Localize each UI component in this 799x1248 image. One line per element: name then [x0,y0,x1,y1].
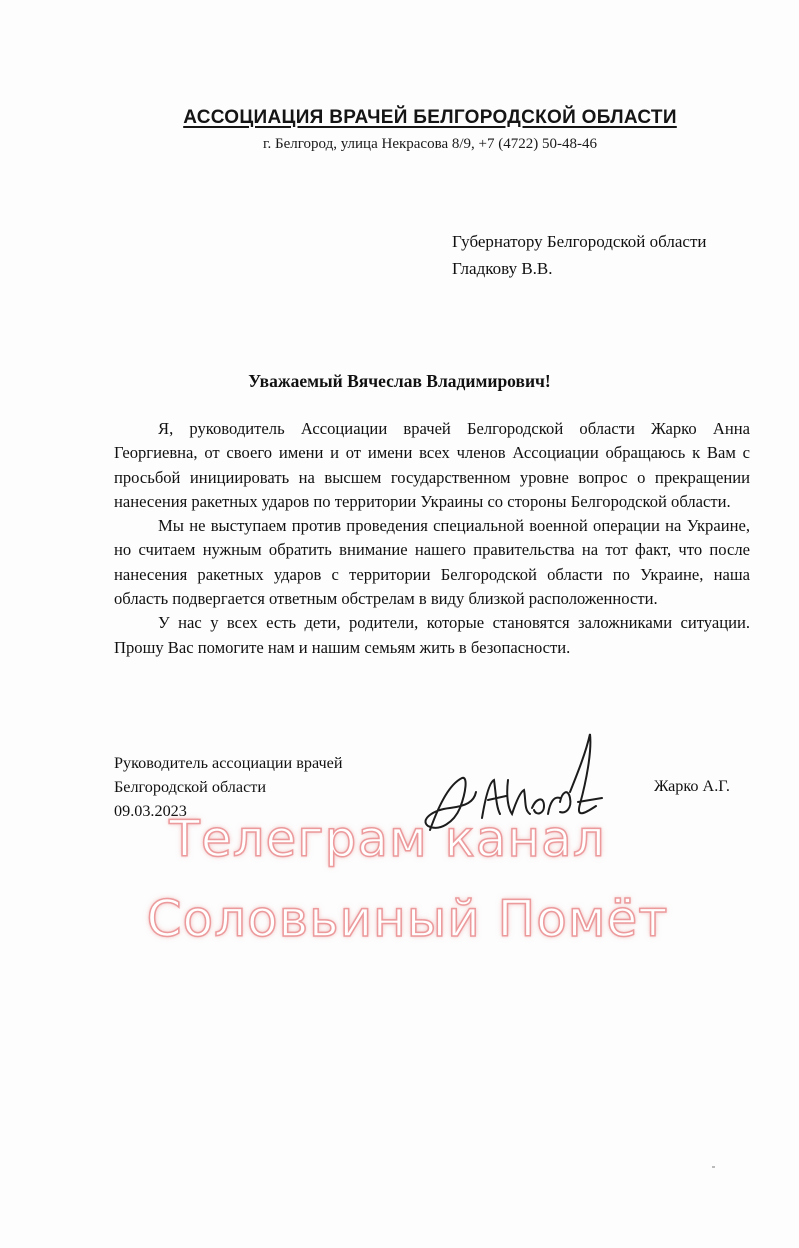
body-paragraph-3: У нас у всех есть дети, родители, которые становятся заложниками ситуации. Прошу Вас помогите нам и нашим семьям жить в безопасности. [114,613,750,657]
scan-speck [712,1166,715,1168]
watermark-line-2: Соловьиный Помёт [146,890,669,948]
body-paragraph-2: Мы не выступаем против проведения специальной военной операции на Украине, но считаем нужным обратить внимание нашего правительства на тот факт, что после нанесения ракетных ударов с территории Белгородской области по Украине, наша область подвергается ответным обстрелам в виду близкой расположенности. [114,516,750,609]
letter-date: 09.03.2023 [114,802,187,820]
recipient-block [452,228,706,282]
signatory-position-line2: Белгородской области [114,778,266,796]
recipient-name: Гладкову В.В. [452,259,553,278]
organization-address: г. Белгород, улица Некрасова 8/9, +7 (4722) 50-48-46 [263,136,597,152]
salutation: Уважаемый Вячеслав Владимирович! [248,371,551,391]
letter-body [114,417,750,660]
recipient-title: Губернатору Белгородской области [452,232,707,251]
body-paragraph-1: Я, руководитель Ассоциации врачей Белгородской области Жарко Анна Георгиевна, от своего имени и от имени всех членов Ассоциации обращаюсь к Вам с просьбой инициировать на высшем государственном уровне вопрос о прекращении нанесения ракетных ударов по территории Украины со стороны Белгородской области. [114,419,750,511]
watermark-line-1: Телеграм канал [169,810,606,868]
signatory-name: Жарко А.Г. [654,777,730,795]
signatory-position-line1: Руководитель ассоциации врачей [114,754,343,772]
organization-title: АССОЦИАЦИЯ ВРАЧЕЙ БЕЛГОРОДСКОЙ ОБЛАСТИ [183,107,677,128]
